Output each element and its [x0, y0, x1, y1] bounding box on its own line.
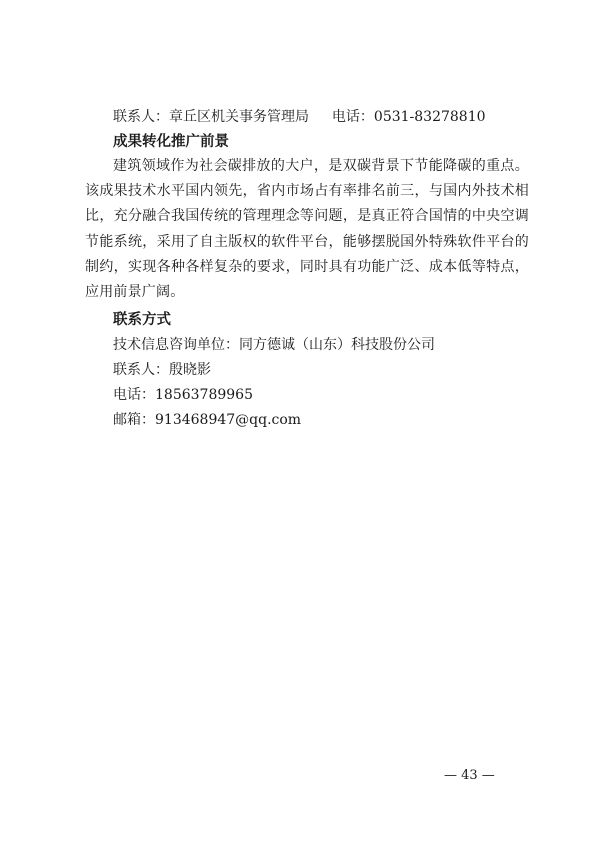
- prospect-heading: 成果转化推广前景: [113, 134, 229, 150]
- contact-line: [113, 108, 486, 126]
- contact-person-label: 联系人：: [113, 109, 169, 125]
- contact-phone-label: 电话：: [331, 109, 374, 125]
- contact-email-line: 邮箱：913468947@qq.com: [113, 412, 302, 428]
- contact-person: 章丘区机关事务管理局: [169, 109, 309, 125]
- contact-unit: 技术信息咨询单位：同方德诚（山东）科技股份公司: [113, 337, 435, 353]
- contact-phone-line: 电话：18563789965: [113, 387, 253, 403]
- contact-info-heading: 联系方式: [113, 312, 171, 328]
- page-number: — 43 —: [444, 768, 495, 783]
- prospect-body: 建筑领域作为社会碳排放的大户，是双碳背景下节能降碳的重点。该成果技术水平国内领先，省内市场占有率排名前三，与国内外技术相比，充分融合我国传统的管理理念等问题，是真正符合国情的中央空调节能系统，采用了自主版权的软件平台，能够摆脱国外特殊软件平台的制约，实现各种各样复杂的要求，同时具有功能广泛、成本低等特点，应用前景广阔。: [85, 158, 529, 301]
- contact-phone: 0531-83278810: [373, 109, 486, 125]
- contact-person-line: 联系人：殷晓影: [113, 362, 211, 378]
